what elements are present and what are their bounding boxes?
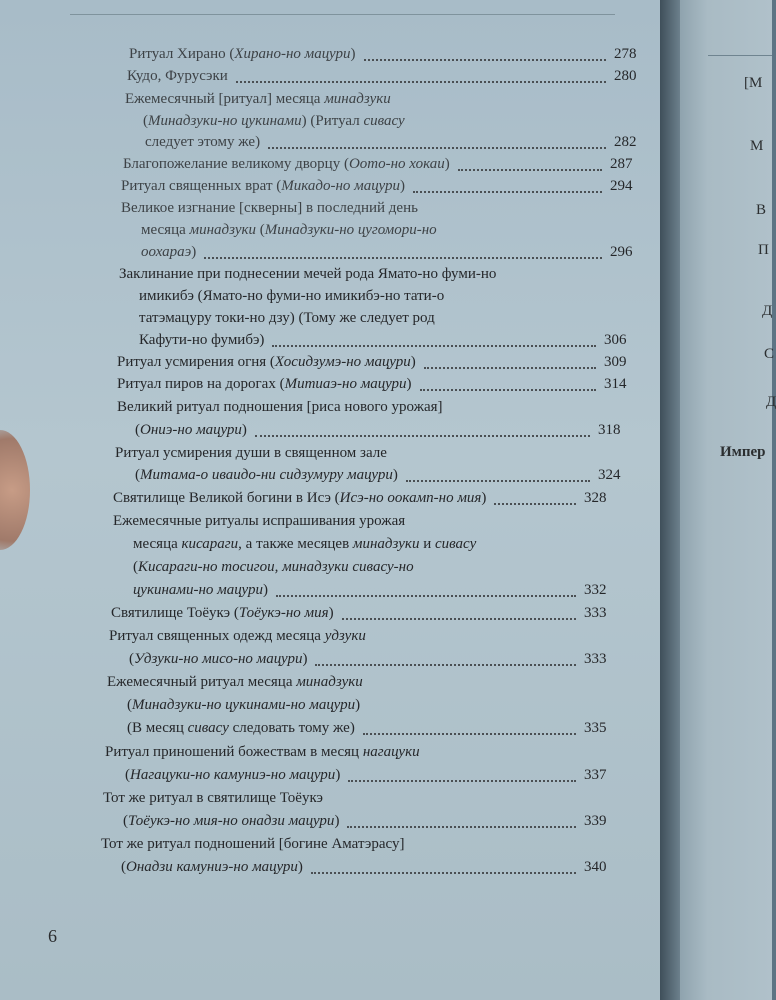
toc-entry-italic: Тоёукэ-но мия-но онадзи мацури — [128, 813, 335, 829]
toc-entry-text — [129, 649, 307, 669]
toc-entry-segment: ) (Ритуал — [301, 113, 364, 129]
toc-entry-segment: (В месяц — [127, 720, 188, 736]
right-fragment: [М — [744, 75, 763, 91]
toc-entry-segment: ( — [135, 422, 140, 438]
toc-leader-dots — [272, 345, 596, 347]
toc-entry-segment: Тот же ритуал подношений [богине Аматэрасу] — [101, 836, 405, 852]
toc-entry-segment: ( — [125, 767, 130, 783]
toc-entry-text — [133, 580, 268, 600]
toc-entry-segment: Ритуал священных врат ( — [121, 178, 282, 194]
toc-entry-segment: Ритуал приношений божествам в месяц — [105, 744, 363, 760]
toc-entry-text — [105, 742, 420, 762]
page-number: 6 — [48, 926, 57, 946]
toc-leader-dots — [276, 595, 576, 597]
toc-page-number: 333 — [584, 605, 607, 621]
toc-entry-segment: Ритуал пиров на дорогах ( — [117, 376, 285, 392]
toc-entry-segment: ) — [263, 582, 269, 598]
toc-entry-text — [129, 44, 356, 64]
toc-entry-text — [113, 488, 486, 508]
toc-leader-dots — [204, 257, 602, 259]
toc-page-number: 287 — [610, 156, 633, 172]
toc-leader-dots — [494, 503, 576, 505]
right-fragment: П — [758, 242, 769, 258]
toc-page-number: 335 — [584, 720, 607, 736]
toc-entry-segment: Великий ритуал подношения [риса нового урожая] — [117, 399, 443, 415]
toc-entry-segment: Ежемесячный ритуал месяца — [107, 674, 297, 690]
toc-entry-segment: ) — [481, 490, 487, 506]
toc-entry-text — [135, 420, 247, 440]
toc-entry-text — [125, 89, 391, 109]
toc-entry-text — [121, 198, 418, 218]
toc-page-number: 328 — [584, 490, 607, 506]
toc-page-number: 339 — [584, 813, 607, 829]
toc-entry-segment: , а также месяцев — [238, 536, 353, 552]
toc-leader-dots — [364, 59, 607, 61]
toc-entry-italic: минадзуки — [296, 674, 363, 690]
toc-entry-text — [143, 111, 405, 131]
toc-entry-text — [123, 811, 339, 831]
toc-leader-dots — [342, 618, 576, 620]
toc-entry-italic: Ониэ-но мацури — [140, 422, 242, 438]
toc-entry-text — [139, 330, 264, 350]
toc-entry-text — [121, 176, 405, 196]
toc-entry-segment: ) — [334, 813, 340, 829]
toc-entry-segment: следует этому же) — [145, 134, 261, 150]
toc-entry-segment: ( — [133, 559, 138, 575]
toc-entry-segment: Великое изгнание [скверны] в последний день — [121, 200, 418, 216]
toc-entry-italic: Тоёукэ-но мия — [238, 605, 329, 621]
toc-entry-segment: Ежемесячный [ритуал] месяца — [125, 91, 325, 107]
toc-entry-italic: оохараэ — [141, 244, 192, 260]
toc-page-number: 332 — [584, 582, 607, 598]
toc-entry-segment: татэмацуру токи-но дзу) (Тому же следует род — [139, 310, 435, 326]
toc-entry-segment: ( — [129, 651, 134, 667]
toc-entry-italic: Минадзуки-но цукинами — [148, 113, 302, 129]
toc-entry-segment: ) — [350, 46, 356, 62]
toc-entry-text — [117, 352, 416, 372]
toc-entry-text — [113, 511, 405, 531]
toc-page-number: 306 — [604, 332, 627, 348]
toc-entry-segment: месяца — [133, 536, 182, 552]
right-fragment: М — [750, 138, 764, 154]
toc-entry-text — [103, 788, 323, 808]
toc-entry-segment: ) — [444, 156, 450, 172]
toc-leader-dots — [315, 664, 576, 666]
toc-entry-segment: Кафути-но фумибэ) — [139, 332, 265, 348]
toc-entry-italic: минадзуки — [324, 91, 391, 107]
toc-entry-italic: Митама-о иваидо-ни сидзумуру мацури — [140, 467, 393, 483]
toc-entry-text — [117, 397, 443, 417]
toc-entry-segment: следовать тому же) — [228, 720, 355, 736]
toc-entry-text — [133, 557, 414, 577]
toc-entry-segment: Ритуал священных одежд месяца — [109, 628, 325, 644]
toc-entry-segment: Заклинание при поднесении мечей рода Ямато-но фуми-но — [119, 266, 497, 282]
toc-entry-segment: ) — [400, 178, 405, 194]
right-header-rule — [708, 55, 772, 56]
toc-entry-text — [145, 132, 260, 152]
toc-page-number: 340 — [584, 859, 607, 875]
toc-entry-text — [115, 443, 387, 463]
toc-entry-text — [117, 374, 412, 394]
toc-entry-segment: Благопожелание великому дворцу ( — [123, 156, 349, 172]
toc-entry-segment: ( — [143, 113, 148, 129]
toc-entry-italic: минадзуки — [189, 222, 257, 238]
toc-entry-segment: Святилище Тоёукэ ( — [111, 605, 239, 621]
toc-entry-italic: сивасу — [434, 536, 477, 552]
toc-leader-dots — [363, 733, 576, 735]
toc-entry-text — [111, 603, 334, 623]
toc-entry-segment: и — [419, 536, 435, 552]
toc-entry-text — [109, 626, 366, 646]
toc-page-number: 294 — [610, 178, 633, 194]
toc-page-number: 337 — [584, 767, 607, 783]
toc-entry-italic: Нагацуки-но камуниэ-но мацури — [130, 767, 336, 783]
toc-entry-italic: сивасу — [187, 720, 229, 736]
toc-entry-segment: месяца — [141, 222, 190, 238]
toc-entry-text — [125, 765, 340, 785]
toc-page-number: 282 — [614, 134, 637, 150]
toc-entry-segment: ( — [121, 859, 126, 875]
toc-entry-segment: Ритуал усмирения огня ( — [117, 354, 275, 370]
toc-entry-segment: ) — [410, 354, 416, 370]
toc-entry-text — [141, 242, 196, 262]
toc-entry-text — [127, 66, 228, 86]
toc-entry-italic: Минадзуки-но цугомори-но — [264, 222, 437, 238]
toc-page-number: 314 — [604, 376, 627, 392]
toc-entry-segment: ( — [256, 222, 265, 238]
toc-entry-segment: ) — [191, 244, 197, 260]
toc-entry-segment: ( — [123, 813, 128, 829]
toc-entry-segment: Ритуал усмирения души в священном зале — [115, 445, 387, 461]
toc-entry-italic: цукинами-но мацури — [133, 582, 264, 598]
toc-leader-dots — [424, 367, 596, 369]
toc-entry-segment: ) — [241, 422, 247, 438]
toc-leader-dots — [236, 81, 606, 83]
right-fragment: Импер — [720, 444, 766, 460]
toc-entry-italic: Оото-но хокаи — [348, 156, 445, 172]
toc-leader-dots — [406, 480, 590, 482]
toc-leader-dots — [348, 780, 576, 782]
toc-entry-segment: Святилище Великой богини в Исэ ( — [113, 490, 340, 506]
toc-entry-italic: Микадо-но мацури — [281, 178, 400, 194]
right-fragment: С — [764, 346, 775, 362]
toc-leader-dots — [420, 389, 596, 391]
toc-entry-text — [139, 286, 444, 306]
toc-entry-segment: ( — [127, 697, 132, 713]
toc-entry-text — [101, 834, 404, 854]
toc-entry-italic: нагацуки — [362, 744, 420, 760]
toc-entry-segment: имикибэ (Ямато-но фуми-но имикибэ-но тати-о — [139, 288, 445, 304]
toc-entry-italic: минадзуки — [352, 536, 420, 552]
right-fragment: В — [756, 202, 767, 218]
toc-entry-text — [119, 264, 496, 284]
toc-entry-segment: Кудо, Фурусэки — [127, 68, 228, 84]
toc-entry-italic: Хосидзумэ-но мацури — [274, 354, 411, 370]
toc-page-number: 324 — [598, 467, 621, 483]
toc-entry-italic: Митиаэ-но мацури — [284, 376, 407, 392]
toc-leader-dots — [413, 191, 602, 193]
toc-page-number: 296 — [610, 244, 633, 260]
toc-page-number: 278 — [614, 46, 637, 62]
toc-leader-dots — [268, 147, 606, 149]
toc-entry-segment: ) — [328, 605, 334, 621]
toc-entry-text — [127, 695, 360, 715]
right-fragment: Д — [762, 303, 773, 319]
toc-entry-text — [123, 154, 450, 174]
toc-entry-segment: ) — [335, 767, 341, 783]
toc-entry-segment: Ритуал Хирано ( — [129, 46, 235, 62]
toc-page-number: 280 — [614, 68, 637, 84]
toc-entry-italic: удзуки — [324, 628, 366, 644]
toc-entry-italic: Исэ-но оокамп-но мия — [339, 490, 482, 506]
toc-leader-dots — [255, 435, 590, 437]
toc-entry-text — [139, 308, 435, 328]
toc-entry-segment: Тот же ритуал в святилище Тоёукэ — [103, 790, 323, 806]
toc-entry-text — [133, 534, 476, 554]
toc-page-number: 309 — [604, 354, 627, 370]
toc-entry-segment: ) — [406, 376, 412, 392]
toc-leader-dots — [311, 872, 576, 874]
toc-page-number: 333 — [584, 651, 607, 667]
toc-entry-segment: Ежемесячные ритуалы испрашивания урожая — [113, 513, 406, 529]
toc-entry-segment: ) — [392, 467, 398, 483]
toc-page-number: 318 — [598, 422, 621, 438]
toc-entry-segment: ) — [297, 859, 303, 875]
book-gutter — [660, 0, 680, 1000]
toc-entry-italic: Хирано-но мацури — [234, 46, 351, 62]
toc-entry-italic: Онадзи камуниэ-но мацури — [126, 859, 298, 875]
toc-entry-text — [127, 718, 355, 738]
right-page — [680, 0, 776, 1000]
toc-entry-italic: сивасу — [363, 113, 405, 129]
toc-entry-text — [107, 672, 363, 692]
toc-entry-text — [135, 465, 398, 485]
toc-entry-segment: ( — [135, 467, 140, 483]
toc-entry-italic: Кисараги-но тосигои, минадзуки сивасу-но — [138, 559, 414, 575]
toc-leader-dots — [347, 826, 576, 828]
toc-entry-text — [121, 857, 303, 877]
toc-entry-text — [141, 220, 437, 240]
right-fragment: Д — [766, 394, 776, 410]
toc-entry-italic: Минадзуки-но цукинами-но мацури — [132, 697, 356, 713]
toc-entry-italic: кисараги — [181, 536, 239, 552]
toc-leader-dots — [458, 169, 602, 171]
toc-entry-italic: Удзуки-но мисо-но мацури — [134, 651, 303, 667]
toc-entry-segment: ) — [302, 651, 308, 667]
toc-entry-segment: ) — [355, 697, 361, 713]
